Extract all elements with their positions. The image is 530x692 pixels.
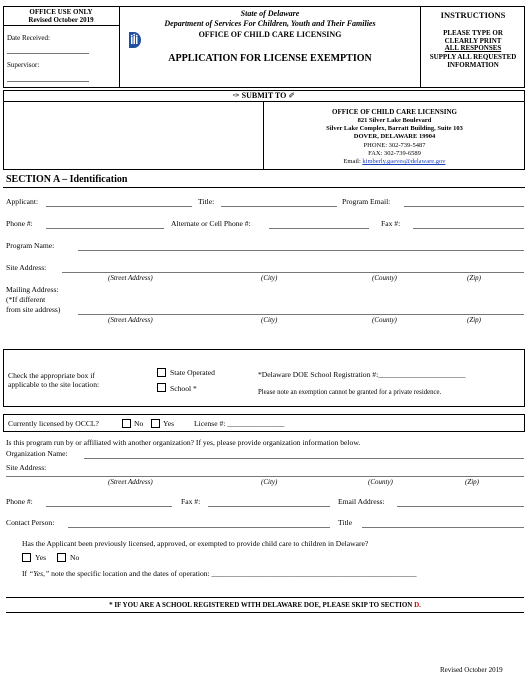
submit-to-heading (3, 91, 525, 100)
org-site-address-field[interactable] (6, 476, 524, 477)
licensed-by-label: Currently licensed by OCCL? (8, 419, 99, 428)
org-county-hint: (County) (368, 478, 393, 486)
submit-city: DOVER, DELAWARE 19904 (353, 133, 436, 140)
previously-licensed-question: Has the Applicant been previously licensed, approved, or exempted to provide child care to children in Delaware? (22, 539, 369, 548)
site-zip-hint: (Zip) (467, 274, 481, 282)
org-name-label: Organization Name: (6, 449, 68, 458)
mailing-note-1: (*If different (6, 295, 46, 304)
form-title: APPLICATION FOR LICENSE EXEMPTION (168, 53, 372, 64)
org-city-hint: (City) (261, 478, 278, 486)
affiliated-question: Is this program run by or affiliated with another organization? If yes, please provide organization information below. (6, 438, 361, 447)
site-county-hint: (County) (372, 274, 397, 282)
supervisor-field[interactable] (7, 81, 89, 82)
section-a-rule (3, 187, 525, 188)
title-label: Title: (198, 197, 215, 206)
phone-field[interactable] (46, 228, 164, 229)
doe-registration-label[interactable]: *Delaware DOE School Registration #:_______________________ (258, 370, 466, 379)
applicant-field[interactable] (46, 206, 192, 207)
state-operated-checkbox[interactable] (157, 368, 166, 377)
contact-title-label: Title (338, 518, 353, 527)
mailing-note-2: from site address) (6, 305, 61, 314)
phone-label: Phone #: (6, 219, 33, 228)
previous-no-checkbox[interactable] (57, 553, 66, 562)
footer-revised: Revised October 2019 (440, 666, 503, 674)
org-email-field[interactable] (397, 506, 524, 507)
program-email-label: Program Email: (342, 197, 391, 206)
submit-street: 821 Silver Lake Boulevard (357, 117, 432, 124)
section-a-title: SECTION A – Identification (6, 174, 128, 185)
office-use-divider (3, 25, 119, 26)
submit-email-label: Email: (343, 158, 361, 165)
fax-field[interactable] (413, 228, 524, 229)
org-street-hint: (Street Address) (108, 478, 153, 486)
supervisor-label: Supervisor: (7, 61, 40, 69)
title-field[interactable] (221, 206, 337, 207)
office-use-only: OFFICE USE ONLY (29, 8, 93, 16)
submit-to-label: SUBMIT TO (241, 91, 287, 100)
exemption-note: Please note an exemption cannot be granted for a private residence. (258, 389, 442, 396)
date-received-field[interactable] (7, 53, 89, 54)
org-zip-hint: (Zip) (465, 478, 479, 486)
mail-county-hint: (County) (372, 316, 397, 324)
submit-office: OFFICE OF CHILD CARE LICENSING (332, 108, 457, 116)
licensed-yes-label: Yes (163, 419, 175, 428)
submit-email-row (264, 158, 525, 165)
program-email-field[interactable] (404, 206, 524, 207)
site-street-hint: (Street Address) (108, 274, 153, 282)
instructions-line-4: SUPPLY ALL REQUESTED (429, 53, 517, 61)
licensed-no-label: No (134, 419, 144, 428)
program-name-label: Program Name: (6, 241, 55, 250)
date-received-label: Date Received: (7, 34, 50, 42)
mail-zip-hint: (Zip) (467, 316, 481, 324)
skip-notice-text: * IF YOU ARE A SCHOOL REGISTERED WITH DELAWARE DOE, PLEASE SKIP TO SECTION (109, 601, 413, 609)
org-phone-field[interactable] (46, 506, 172, 507)
org-phone-label: Phone #: (6, 497, 33, 506)
scissors-left-icon: ✑ (232, 91, 240, 100)
skip-section-letter: D. (414, 601, 421, 609)
skip-notice (6, 601, 524, 609)
instructions-title: INSTRUCTIONS (440, 10, 506, 20)
applicant-label: Applicant: (6, 197, 39, 206)
state-operated-label: State Operated (170, 368, 215, 377)
if-yes-prefix: If (22, 569, 28, 578)
submit-email-link[interactable]: kimberly.gaeves@delaware.gov (362, 158, 446, 165)
site-city-hint: (City) (261, 274, 278, 282)
office-title: OFFICE OF CHILD CARE LICENSING (198, 30, 342, 39)
fax-label: Fax #: (381, 219, 401, 228)
org-email-label: Email Address: (338, 497, 385, 506)
mailing-address-label: Mailing Address: (6, 285, 59, 294)
check-label-2: applicable to the site location: (8, 380, 100, 389)
site-address-label: Site Address: (6, 263, 47, 272)
org-name-field[interactable] (84, 458, 524, 459)
previous-yes-label: Yes (35, 553, 47, 562)
alt-phone-label: Alternate or Cell Phone #: (171, 219, 251, 228)
state-title: State of Delaware (240, 9, 300, 18)
site-address-field[interactable] (62, 272, 524, 273)
if-yes-note[interactable] (22, 569, 417, 578)
submit-phone: PHONE: 302-739-5487 (363, 142, 426, 149)
program-name-field[interactable] (78, 250, 524, 251)
contact-person-label: Contact Person: (6, 518, 55, 527)
if-yes-rest: note the specific location and the dates of operation: ______________________________________________________ (51, 569, 417, 578)
instructions-line-5: INFORMATION (447, 61, 499, 69)
submit-divider (3, 101, 525, 102)
mail-street-hint: (Street Address) (108, 316, 153, 324)
licensed-yes-checkbox[interactable] (151, 419, 160, 428)
instructions-line-2: CLEARLY PRINT (444, 37, 502, 45)
check-label-1: Check the appropriate box if (8, 371, 95, 380)
submit-complex: Silver Lake Complex, Barratt Building, Suite 103 (326, 125, 463, 132)
submit-fax: FAX: 302-739-6589 (368, 150, 421, 157)
scissors-right-icon: ✐ (288, 91, 296, 100)
department-title: Department of Services For Children, Youth and Their Families (164, 19, 376, 28)
org-fax-label: Fax #: (181, 497, 201, 506)
mail-city-hint: (City) (261, 316, 278, 324)
if-yes-quote: “Yes,” (28, 569, 50, 578)
revised-top: Revised October 2019 (28, 16, 94, 24)
instructions-line-3: ALL RESPONSES (444, 44, 502, 52)
org-site-address-label: Site Address: (6, 463, 47, 472)
alt-phone-field[interactable] (269, 228, 369, 229)
instructions-line-1: PLEASE TYPE OR (443, 29, 503, 37)
org-fax-field[interactable] (208, 506, 330, 507)
previous-no-label: No (70, 553, 80, 562)
contact-person-field[interactable] (68, 527, 330, 528)
school-checkbox[interactable] (157, 383, 166, 392)
contact-title-field[interactable] (362, 527, 524, 528)
mailing-address-field[interactable] (78, 314, 524, 315)
school-label: School * (170, 384, 197, 393)
skip-rule-bottom (6, 612, 524, 613)
license-number-label[interactable]: License #: _______________ (194, 419, 285, 428)
skip-rule-top (6, 597, 524, 598)
previous-yes-checkbox[interactable] (22, 553, 31, 562)
licensed-no-checkbox[interactable] (122, 419, 131, 428)
